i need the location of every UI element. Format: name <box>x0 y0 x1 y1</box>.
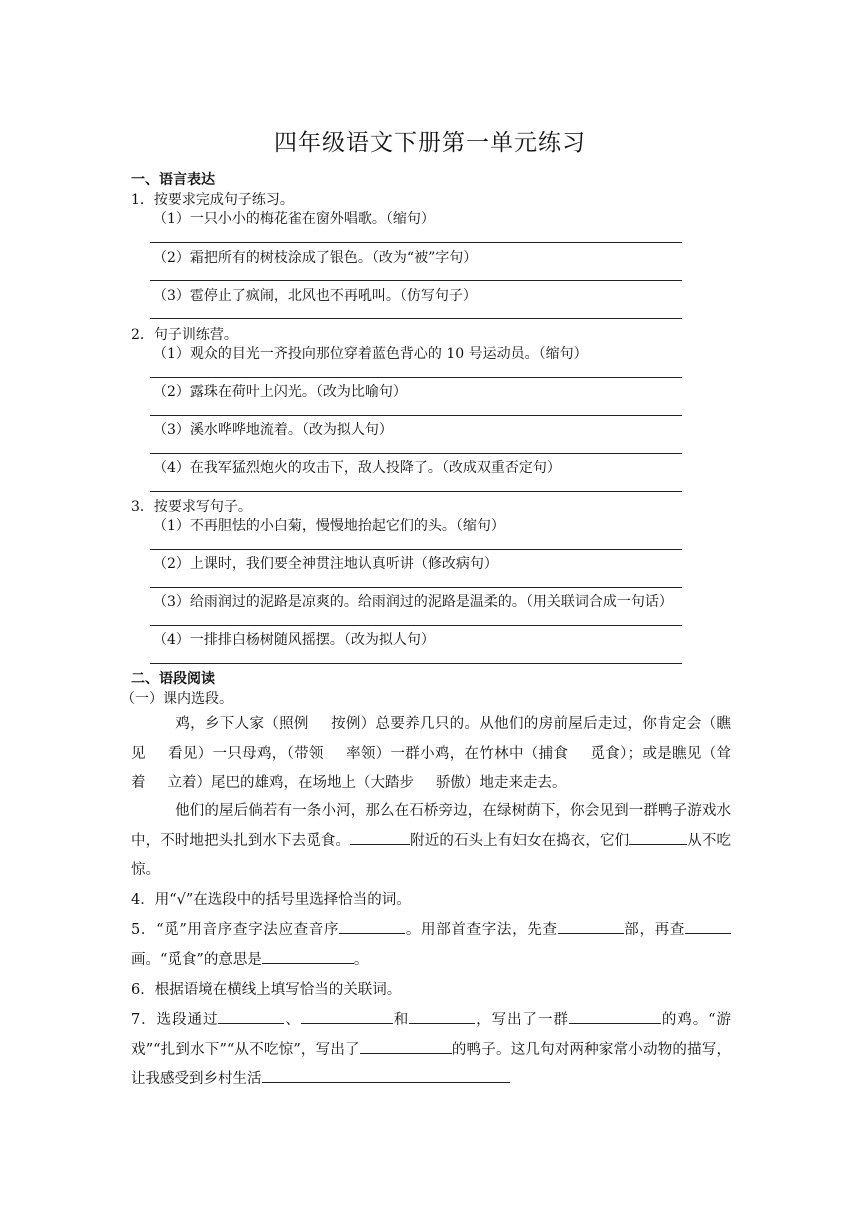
fill-blank[interactable] <box>569 1009 661 1024</box>
fill-blank[interactable] <box>629 830 687 845</box>
fill-blank[interactable] <box>360 1039 452 1054</box>
p1-seg-d: 率领）一群小鸡，在竹林中（捕食 <box>345 745 569 762</box>
p1-seg-b: 按例）总要养几只的。从他们的房前屋后走过，你肯定会（瞧见 <box>131 716 732 762</box>
question-1-item-3: （3）雹停止了疯闹，北风也不再吼叫。（仿写句子） <box>153 288 477 304</box>
question-1-label: 1．按要求完成句子练习。 <box>131 192 294 208</box>
answer-line[interactable] <box>150 625 682 626</box>
answer-line[interactable] <box>150 453 682 454</box>
reading-paragraph-2 <box>131 797 731 886</box>
p2-seg-b: 附近的石头上有妇女在捣衣，它们 <box>410 832 630 849</box>
question-7 <box>131 1006 731 1095</box>
q7-seg-d: ，写出了一群 <box>475 1012 569 1028</box>
answer-line[interactable] <box>150 491 682 492</box>
question-2-item-1: （1）观众的目光一齐投向那位穿着蓝色背心的 10 号运动员。（缩句） <box>153 346 588 362</box>
question-3-label: 3．按要求写句子。 <box>131 499 252 515</box>
section-heading-language: 一、语言表达 <box>131 172 215 188</box>
answer-line[interactable] <box>150 549 682 550</box>
question-3-item-2: （2）上课时，我们要全神贯注地认真听讲（修改病句） <box>153 556 498 572</box>
q7-seg-b: 、 <box>284 1012 301 1028</box>
reading-subheading: （一）课内选段。 <box>121 691 233 707</box>
question-2-item-4: （4）在我军猛烈炮火的攻击下，敌人投降了。（改成双重否定句） <box>153 460 561 476</box>
fill-blank[interactable] <box>339 919 405 934</box>
fill-blank[interactable] <box>262 1068 510 1083</box>
answer-line[interactable] <box>150 663 682 664</box>
reading-paragraph-1 <box>131 710 731 799</box>
section-heading-reading: 二、语段阅读 <box>131 671 215 687</box>
fill-blank[interactable] <box>409 1009 475 1024</box>
question-5 <box>131 916 731 975</box>
question-3-item-4: （4）一排排白杨树随风摇摆。（改为拟人句） <box>153 632 435 648</box>
q7-seg-a: 7．选段通过 <box>131 1012 219 1028</box>
p2-seg-a: 他们的屋后倘若有一条小河，那么在石桥旁边，在绿树荫下，你会见到一群鸭子游戏水中，不时地把头扎到水下去觅食。 <box>131 803 731 849</box>
answer-line[interactable] <box>150 415 682 416</box>
fill-blank[interactable] <box>218 1009 284 1024</box>
answer-line[interactable] <box>150 318 682 319</box>
fill-blank[interactable] <box>301 1009 393 1024</box>
fill-blank[interactable] <box>685 919 731 934</box>
fill-blank[interactable] <box>558 919 624 934</box>
q7-seg-c: 和 <box>392 1012 410 1028</box>
answer-line[interactable] <box>150 377 682 378</box>
page-title: 四年级语文下册第一单元练习 <box>274 130 586 156</box>
fill-blank[interactable] <box>350 830 410 845</box>
q5-seg-a: 5．“觅”用音序查字法应查音序 <box>131 922 340 938</box>
q7-seg-f: 的鸭子。这几句对两种家常小动物的描写，让我感受到乡村生活 <box>131 1041 731 1087</box>
p1-seg-c: 看见）一只母鸡，（带领 <box>167 745 324 762</box>
question-1-item-1: （1）一只小小的梅花雀在窗外唱歌。（缩句） <box>153 211 435 227</box>
p2-seg-c: 从不吃惊。 <box>131 832 732 878</box>
q5-seg-e: 。 <box>353 951 369 968</box>
question-3-item-3: （3）给雨润过的泥路是凉爽的。给雨润过的泥路是温柔的。（用关联词合成一句话） <box>153 594 673 610</box>
answer-line[interactable] <box>150 242 682 243</box>
question-1-item-2: （2）霜把所有的树枝涂成了银色。（改为“被”字句） <box>153 250 478 266</box>
fill-blank[interactable] <box>262 949 354 964</box>
p1-seg-f: 立着）尾巴的雄鸡，在场地上（大踏步 <box>167 775 414 791</box>
p1-seg-e: 觅食）；或是瞧见（耸着 <box>131 745 732 791</box>
question-2-label: 2．句子训练营。 <box>131 327 238 343</box>
q5-seg-c: 部，再查 <box>623 922 686 938</box>
question-3-item-1: （1）不再胆怯的小白菊，慢慢地抬起它们的头。（缩句） <box>153 518 505 534</box>
p1-seg-g: 骄傲）地走来走去。 <box>436 775 567 791</box>
answer-line[interactable] <box>150 280 682 281</box>
q5-seg-b: 。用部首查字法，先查 <box>405 922 558 938</box>
question-2-item-3: （3）溪水哗哗地流着。（改为拟人句） <box>153 422 393 438</box>
p1-seg-a: 鸡，乡下人家（照例 <box>175 716 309 732</box>
q5-seg-d: 画。“觅食”的意思是 <box>131 951 262 968</box>
answer-line[interactable] <box>150 587 682 588</box>
question-2-item-2: （2）露珠在荷叶上闪光。（改为比喻句） <box>153 384 407 400</box>
question-4: 4．用“√”在选段中的括号里选择恰当的词。 <box>131 892 411 908</box>
q7-seg-e: 的鸡。“游戏”“扎到水下”“从不吃惊”，写出了 <box>131 1012 732 1058</box>
question-6: 6．根据语境在横线上填写恰当的关联词。 <box>131 982 402 998</box>
